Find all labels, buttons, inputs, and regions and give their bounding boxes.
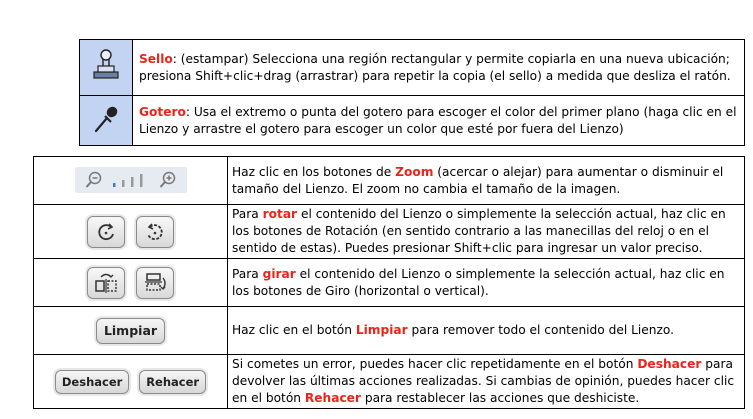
- control-icon-cell: [34, 259, 228, 307]
- tool-name: Gotero: [139, 104, 186, 119]
- text-part: Haz clic en los botones de: [232, 164, 396, 179]
- control-row-rotate: [34, 205, 745, 259]
- text-part: el contenido del Lienzo o simplemente la selección actual, haz clic en los botones de Rotación (en sentido contrario a las manecillas del reloj o en el sentido de estas). Puedes presionar Shift+clic para ingresar un valor preciso.: [232, 207, 726, 255]
- tool-row-eyedropper: [80, 96, 745, 146]
- text-part: Si cometes un error, puedes hacer clic repetidamente en el botón: [232, 357, 638, 371]
- tool-row-stamp: [80, 40, 745, 96]
- highlight-rotate: rotar: [262, 207, 298, 221]
- control-description: [228, 205, 745, 259]
- eyedropper-icon: [91, 101, 121, 135]
- zoom-in-icon[interactable]: [159, 171, 177, 189]
- tool-text: : (estampar) Selecciona una región rectangular y permite copiarla en una nueva ubicación; presiona Shift+clic+drag (arrastrar) para repetir la copia (el sello) a medida que desliza el ratón.: [139, 51, 731, 83]
- tool-description: [133, 96, 745, 146]
- text-part: para devolver las últimas acciones realizadas. Si cambias de opinión, puedes hacer clic en el botón: [232, 357, 735, 405]
- clear-button[interactable]: Limpiar: [96, 318, 165, 344]
- tool-name: Sello: [139, 51, 173, 66]
- text-part: Para: [232, 207, 263, 221]
- stamp-icon: [91, 48, 121, 82]
- rotate-cw-icon: [144, 221, 166, 243]
- highlight-flip: girar: [262, 266, 296, 281]
- undo-button[interactable]: Deshacer: [55, 370, 129, 394]
- highlight-redo: Rehacer: [304, 391, 361, 405]
- controls-table: [33, 156, 745, 409]
- text-part: para restablecer las acciones que deshiciste.: [360, 391, 640, 405]
- rotate-cw-button[interactable]: [136, 216, 174, 248]
- rotate-ccw-button[interactable]: [87, 216, 125, 248]
- text-part: para remover todo el contenido del Lienzo.: [407, 323, 675, 337]
- rotate-ccw-icon: [95, 221, 117, 243]
- control-description: [228, 259, 745, 307]
- zoom-control: [75, 167, 187, 193]
- flip-horizontal-icon: [93, 271, 119, 295]
- control-row-clear: [34, 307, 745, 355]
- control-row-flip: [34, 259, 745, 307]
- control-description: [228, 307, 745, 355]
- zoom-out-icon[interactable]: [85, 171, 103, 189]
- tool-text: : Usa el extremo o punta del gotero para escoger el color del primer plano (haga clic en el Lienzo y arrastre el gotero para escoger un color que esté por fuera del Lienzo): [139, 104, 737, 136]
- control-icon-cell: [34, 157, 228, 205]
- text-part: Haz clic en el botón: [232, 323, 356, 337]
- text-part: Para: [232, 266, 263, 281]
- flip-vertical-icon: [142, 271, 168, 295]
- control-description: [228, 355, 745, 409]
- control-icon-cell: [34, 355, 228, 409]
- control-row-zoom: [34, 157, 745, 205]
- control-icon-cell: [34, 307, 228, 355]
- highlight-undo: Deshacer: [637, 357, 702, 371]
- redo-button[interactable]: Rehacer: [139, 370, 206, 394]
- flip-horizontal-button[interactable]: [87, 267, 125, 299]
- control-icon-cell: [34, 205, 228, 259]
- control-row-undo: [34, 355, 745, 409]
- text-part: (acercar o alejar) para aumentar o disminuir el tamaño del Lienzo. El zoom no cambia el tamaño de la imagen.: [232, 164, 724, 196]
- text-part: el contenido del Lienzo o simplemente la selección actual, haz clic en los botones de Giro (horizontal o vertical).: [232, 266, 725, 298]
- flip-vertical-button[interactable]: [136, 267, 174, 299]
- highlight-clear: Limpiar: [355, 323, 408, 337]
- highlight-zoom: Zoom: [395, 164, 434, 179]
- zoom-level-bars[interactable]: [111, 171, 151, 189]
- tools-table: [79, 39, 745, 146]
- tool-icon-cell: [80, 40, 133, 96]
- tool-icon-cell: [80, 96, 133, 146]
- control-description: [228, 157, 745, 205]
- tool-description: [133, 40, 745, 96]
